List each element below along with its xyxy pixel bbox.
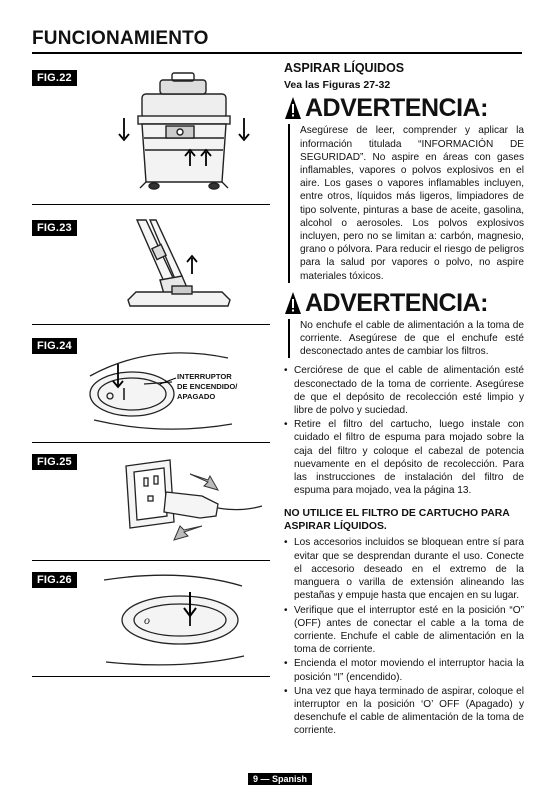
figure-divider — [32, 442, 270, 443]
operation-steps-list — [284, 536, 524, 737]
svg-text:o: o — [144, 613, 150, 627]
warning-header — [284, 94, 524, 122]
figure-divider — [32, 204, 270, 205]
list-item: • Cerciórese de que el cable de alimentación esté desconectado de la toma de corriente. Asegúrese de que el depósito de recolección esté limpio y libre de polvo y suciedad. — [284, 364, 524, 417]
list-item: • Verifique que el interruptor esté en la posición “O” (OFF) antes de conectar el cable a la toma de corriente. Enchufe el cable de alimentación en la toma de corriente. — [284, 604, 524, 657]
section-title: ASPIRAR LÍQUIDOS — [284, 61, 405, 75]
figure-label: FIG.26 — [32, 572, 77, 588]
warning-title: ADVERTENCIA: — [305, 94, 488, 123]
see-figures-note: Vea las Figuras 27-32 — [284, 79, 391, 92]
list-item: • Los accesorios incluidos se bloquean entre sí para evitar que se desprendan durante el uso. Conecte el accesorio deseado en el extremo de la manguera o varilla de extensión alineando las pestañas y empuje hasta que encajen en su lugar. — [284, 536, 524, 602]
warning-text-2: No enchufe el cable de alimentación a la toma de corriente. Asegúrese de que el enchufe esté desconectado antes de cambiar los filtros. — [288, 319, 524, 359]
wand-and-nozzle-illustration — [32, 218, 270, 318]
warning-title: ADVERTENCIA: — [305, 288, 488, 317]
figure-22 — [32, 68, 270, 200]
figure-divider — [32, 676, 270, 677]
figure-label: FIG.24 — [32, 338, 77, 354]
page-title: FUNCIONAMIENTO — [32, 28, 209, 49]
list-item: • Una vez que haya terminado de aspirar, coloque el interruptor en la posición ‘O’ OFF (Apagado) y desenchufe el cable de alimentación de la toma de corriente. — [284, 685, 524, 738]
list-item: • Encienda el motor moviendo el interruptor hacia la posición “I” (encendido). — [284, 657, 524, 683]
figure-26 — [32, 570, 270, 670]
plug-and-outlet-illustration — [32, 452, 270, 556]
figure-divider — [32, 324, 270, 325]
prep-steps-list — [284, 364, 524, 497]
figure-24 — [32, 336, 270, 438]
warning-text-1: Asegúrese de leer, comprender y aplicar la información titulada “INFORMACIÓN DE SEGURIDAD”. No aspire en áreas con gases inflamables, vapores o polvos explosivos en el aire. Los gases o vapores inflamables incluyen, entre otros, líquidos más ligeros, limpiadores de tipo solvente, pinturas a base de aceite, gasolina, alcohol o aerosoles. Los polvos explosivos incluyen, pero no se limitan a: carbón, magnesio, grano o pólvora. Para reducir el riesgo de peligros para la salud por vapores o polvo, no aspire materiales tóxicos. — [288, 124, 524, 282]
figure-divider — [32, 560, 270, 561]
vacuum-illustration — [32, 68, 270, 200]
warning-triangle-icon — [284, 289, 302, 317]
cartridge-filter-warning: NO UTILICE EL FILTRO DE CARTUCHO PARA ASPIRAR LÍQUIDOS. — [284, 508, 510, 533]
page-footer: 9 — Spanish — [248, 773, 312, 785]
figure-label: FIG.22 — [32, 70, 77, 86]
warning-header — [284, 289, 524, 317]
figure-23 — [32, 218, 270, 318]
figure-label: FIG.23 — [32, 220, 77, 236]
switch-callout-label: INTERRUPTOR DE ENCENDIDO/ APAGADO — [177, 372, 238, 401]
list-item: • Retire el filtro del cartucho, luego instale con cuidado el filtro de espuma para mojado sobre la caja del filtro y coloque el cabezal de potencia nuevamente en el depósito de recolección. Para las instrucciones de instalación del filtro de espuma para mojado, vea la página 13. — [284, 418, 524, 497]
title-rule — [32, 52, 522, 54]
figure-label: FIG.25 — [32, 454, 77, 470]
warning-triangle-icon — [284, 94, 302, 122]
switch-off-illustration — [32, 570, 270, 670]
instructions-column — [284, 62, 524, 739]
figure-25 — [32, 452, 270, 556]
